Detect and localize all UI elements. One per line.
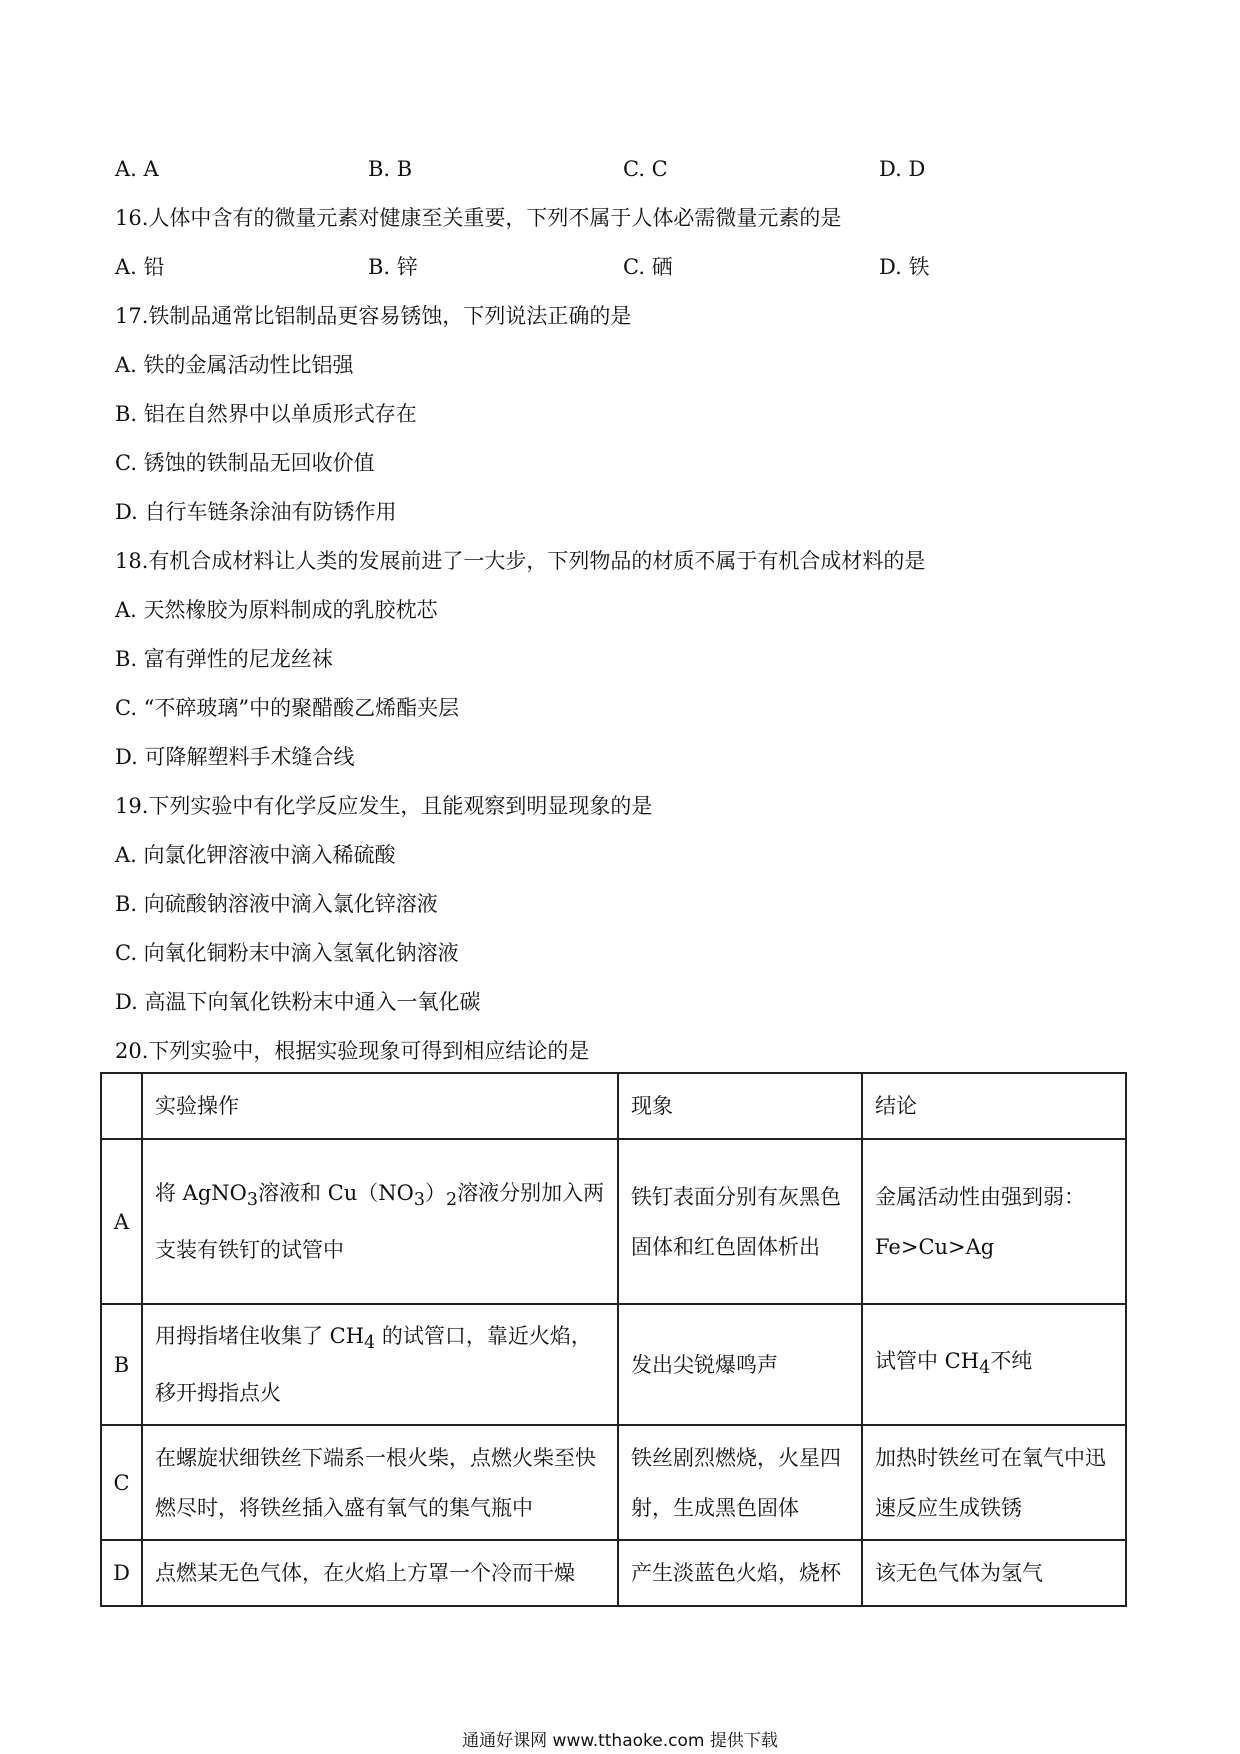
q16-option-c: C. 硒 xyxy=(623,255,673,279)
op-subscript: 4 xyxy=(364,1333,376,1354)
row-operation: 点燃某无色气体，在火焰上方罩一个冷而干燥 xyxy=(142,1540,618,1606)
q16-option-a: A. 铅 xyxy=(115,255,165,279)
op-text: 溶液分别加入两支装有铁钉的试管中 xyxy=(155,1180,605,1263)
q18-option-d: D. 可降解塑料手术缝合线 xyxy=(115,745,355,769)
table-row xyxy=(101,1425,1126,1540)
table-row xyxy=(101,1304,1126,1425)
row-label: C xyxy=(101,1425,142,1540)
q15-option-c: C. C xyxy=(623,157,668,181)
row-operation xyxy=(142,1304,618,1425)
row-conclusion xyxy=(862,1304,1126,1425)
q18-option-b: B. 富有弹性的尼龙丝袜 xyxy=(115,647,333,671)
op-text: 的试管口，靠近火焰，移开拇指点火 xyxy=(155,1324,592,1406)
row-phenomenon: 铁钉表面分别有灰黑色固体和红色固体析出 xyxy=(618,1139,862,1304)
conclusion-line: Fe>Cu>Ag xyxy=(875,1234,995,1259)
row-operation: 在螺旋状细铁丝下端系一根火柴，点燃火柴至快燃尽时，将铁丝插入盛有氧气的集气瓶中 xyxy=(142,1425,618,1540)
row-phenomenon: 发出尖锐爆鸣声 xyxy=(618,1304,862,1425)
q15-option-b: B. B xyxy=(368,157,413,181)
row-phenomenon: 产生淡蓝色火焰，烧杯 xyxy=(618,1540,862,1606)
conclusion-line: 金属活动性由强到弱： xyxy=(875,1184,1085,1209)
table-row xyxy=(101,1540,1126,1606)
q16-option-b: B. 锌 xyxy=(368,255,418,279)
q16-question: 16.人体中含有的微量元素对健康至关重要，下列不属于人体必需微量元素的是 xyxy=(115,206,842,230)
table-header-row xyxy=(101,1073,1126,1139)
op-text: 溶液和 Cu（NO xyxy=(258,1180,414,1205)
op-text: 用拇指堵住收集了 CH xyxy=(155,1324,365,1348)
q18-option-c: C. “不碎玻璃”中的聚醋酸乙烯酯夹层 xyxy=(115,696,460,720)
q15-options xyxy=(115,154,1125,184)
q17-option-a: A. 铁的金属活动性比铝强 xyxy=(115,353,354,377)
q19-option-c: C. 向氧化铜粉末中滴入氢氧化钠溶液 xyxy=(115,941,459,965)
q17-option-c: C. 锈蚀的铁制品无回收价值 xyxy=(115,451,375,475)
q19-option-b: B. 向硫酸钠溶液中滴入氯化锌溶液 xyxy=(115,892,438,916)
table-row xyxy=(101,1139,1126,1304)
row-phenomenon: 铁丝剧烈燃烧，火星四射，生成黑色固体 xyxy=(618,1425,862,1540)
q17-question: 17.铁制品通常比铝制品更容易锈蚀，下列说法正确的是 xyxy=(115,304,632,328)
header-phenomenon: 现象 xyxy=(618,1073,862,1139)
q17-option-d: D. 自行车链条涂油有防锈作用 xyxy=(115,500,397,524)
concl-text: 试管中 CH xyxy=(875,1349,980,1373)
q15-option-d: D. D xyxy=(879,157,926,181)
q16-option-d: D. 铁 xyxy=(879,255,930,279)
header-conclusion: 结论 xyxy=(862,1073,1126,1139)
op-subscript: 2 xyxy=(446,1190,458,1211)
header-label xyxy=(101,1073,142,1139)
row-label: B xyxy=(101,1304,142,1425)
q17-option-b: B. 铝在自然界中以单质形式存在 xyxy=(115,402,417,426)
op-subscript: 3 xyxy=(413,1190,426,1211)
q20-question: 20.下列实验中，根据实验现象可得到相应结论的是 xyxy=(115,1039,590,1063)
row-label: D xyxy=(101,1540,142,1606)
row-conclusion: 该无色气体为氢气 xyxy=(862,1540,1126,1606)
q19-question: 19.下列实验中有化学反应发生，且能观察到明显现象的是 xyxy=(115,794,653,818)
q19-option-d: D. 高温下向氧化铁粉末中通入一氧化碳 xyxy=(115,990,481,1014)
op-text: ） xyxy=(425,1180,447,1205)
row-operation xyxy=(142,1139,618,1304)
op-subscript: 3 xyxy=(246,1190,259,1211)
op-text: 将 AgNO xyxy=(155,1180,247,1205)
q18-option-a: A. 天然橡胶为原料制成的乳胶枕芯 xyxy=(115,598,438,622)
q15-option-a: A. A xyxy=(115,157,159,181)
row-label: A xyxy=(101,1139,142,1304)
concl-text: 不纯 xyxy=(990,1349,1033,1373)
q16-options xyxy=(115,252,1125,282)
concl-subscript: 4 xyxy=(979,1358,991,1379)
q19-option-a: A. 向氯化钾溶液中滴入稀硫酸 xyxy=(115,843,396,867)
header-operation: 实验操作 xyxy=(142,1073,618,1139)
row-conclusion: 加热时铁丝可在氧气中迅速反应生成铁锈 xyxy=(862,1425,1126,1540)
q18-question: 18.有机合成材料让人类的发展前进了一大步，下列物品的材质不属于有机合成材料的是 xyxy=(115,549,926,573)
experiment-table xyxy=(100,1072,1127,1607)
page-footer: 通通好课网 www.tthaoke.com 提供下载 xyxy=(462,1731,778,1751)
row-conclusion xyxy=(862,1139,1126,1304)
